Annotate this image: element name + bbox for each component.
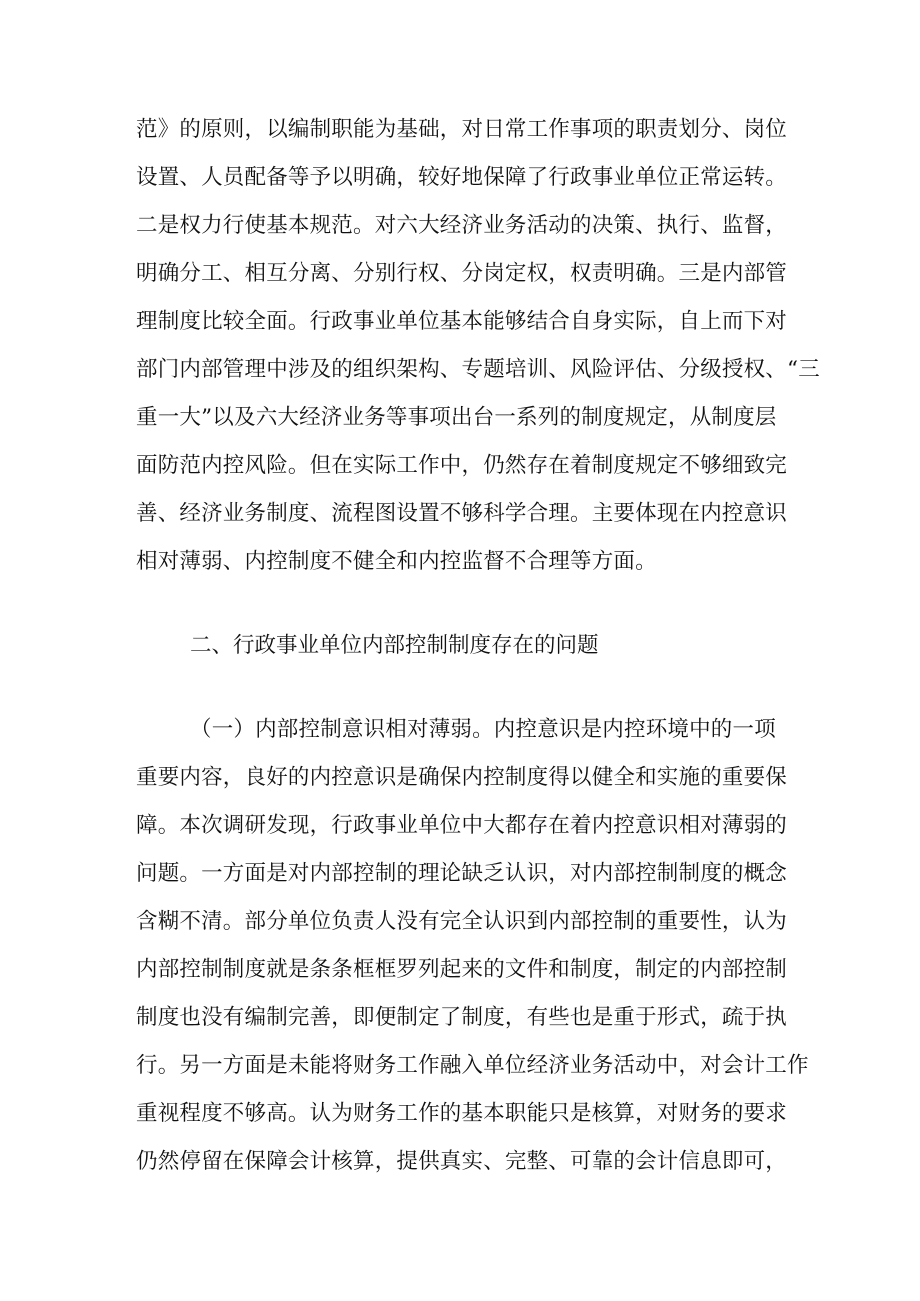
paragraph-1-line-3: 二是权力行使基本规范。对六大经济业务活动的决策、执行、监督， <box>136 213 788 238</box>
paragraph-1-line-1: 范》的原则，以编制职能为基础，对日常工作事项的职责划分、岗位 <box>136 117 788 142</box>
paragraph-2-line-10: 仍然停留在保障会计核算，提供真实、完整、可靠的会计信息即可， <box>136 1149 788 1174</box>
paragraph-1-line-10: 相对薄弱、内控制度不健全和内控监督不合理等方面。 <box>136 549 657 574</box>
paragraph-2-line-4: 问题。一方面是对内部控制的理论缺乏认识，对内部控制制度的概念 <box>136 861 788 886</box>
paragraph-1-line-2: 设置、人员配备等予以明确，较好地保障了行政事业单位正常运转。 <box>136 165 788 190</box>
paragraph-1-line-9: 善、经济业务制度、流程图设置不够科学合理。主要体现在内控意识 <box>136 501 788 526</box>
paragraph-1-line-7: 重一大”以及六大经济业务等事项出台一系列的制度规定，从制度层 <box>136 405 777 430</box>
paragraph-2-line-5: 含糊不清。部分单位负责人没有完全认识到内部控制的重要性，认为 <box>136 909 788 934</box>
paragraph-2-line-2: 重要内容，良好的内控意识是确保内控制度得以健全和实施的重要保 <box>136 765 788 790</box>
paragraph-2-line-1: （一）内部控制意识相对薄弱。内控意识是内控环境中的一项 <box>190 717 776 742</box>
paragraph-1-line-4: 明确分工、相互分离、分别行权、分岗定权，权责明确。三是内部管 <box>136 261 788 286</box>
section-heading: 二、行政事业单位内部控制制度存在的问题 <box>190 633 599 658</box>
paragraph-1-line-8: 面防范内控风险。但在实际工作中，仍然存在着制度规定不够细致完 <box>136 453 788 478</box>
paragraph-2-line-7: 制度也没有编制完善，即便制定了制度，有些也是重于形式，疏于执 <box>136 1005 788 1030</box>
paragraph-2-line-6: 内部控制制度就是条条框框罗列起来的文件和制度，制定的内部控制 <box>136 957 788 982</box>
paragraph-2-line-9: 重视程度不够高。认为财务工作的基本职能只是核算，对财务的要求 <box>136 1101 788 1126</box>
paragraph-2-line-3: 障。本次调研发现，行政事业单位中大都存在着内控意识相对薄弱的 <box>136 813 788 838</box>
paragraph-2-line-8: 行。另一方面是未能将财务工作融入单位经济业务活动中，对会计工作 <box>136 1053 809 1078</box>
paragraph-1-line-5: 理制度比较全面。行政事业单位基本能够结合自身实际，自上而下对 <box>136 309 788 334</box>
paragraph-1-line-6: 部门内部管理中涉及的组织架构、专题培训、风险评估、分级授权、“三 <box>136 357 820 382</box>
